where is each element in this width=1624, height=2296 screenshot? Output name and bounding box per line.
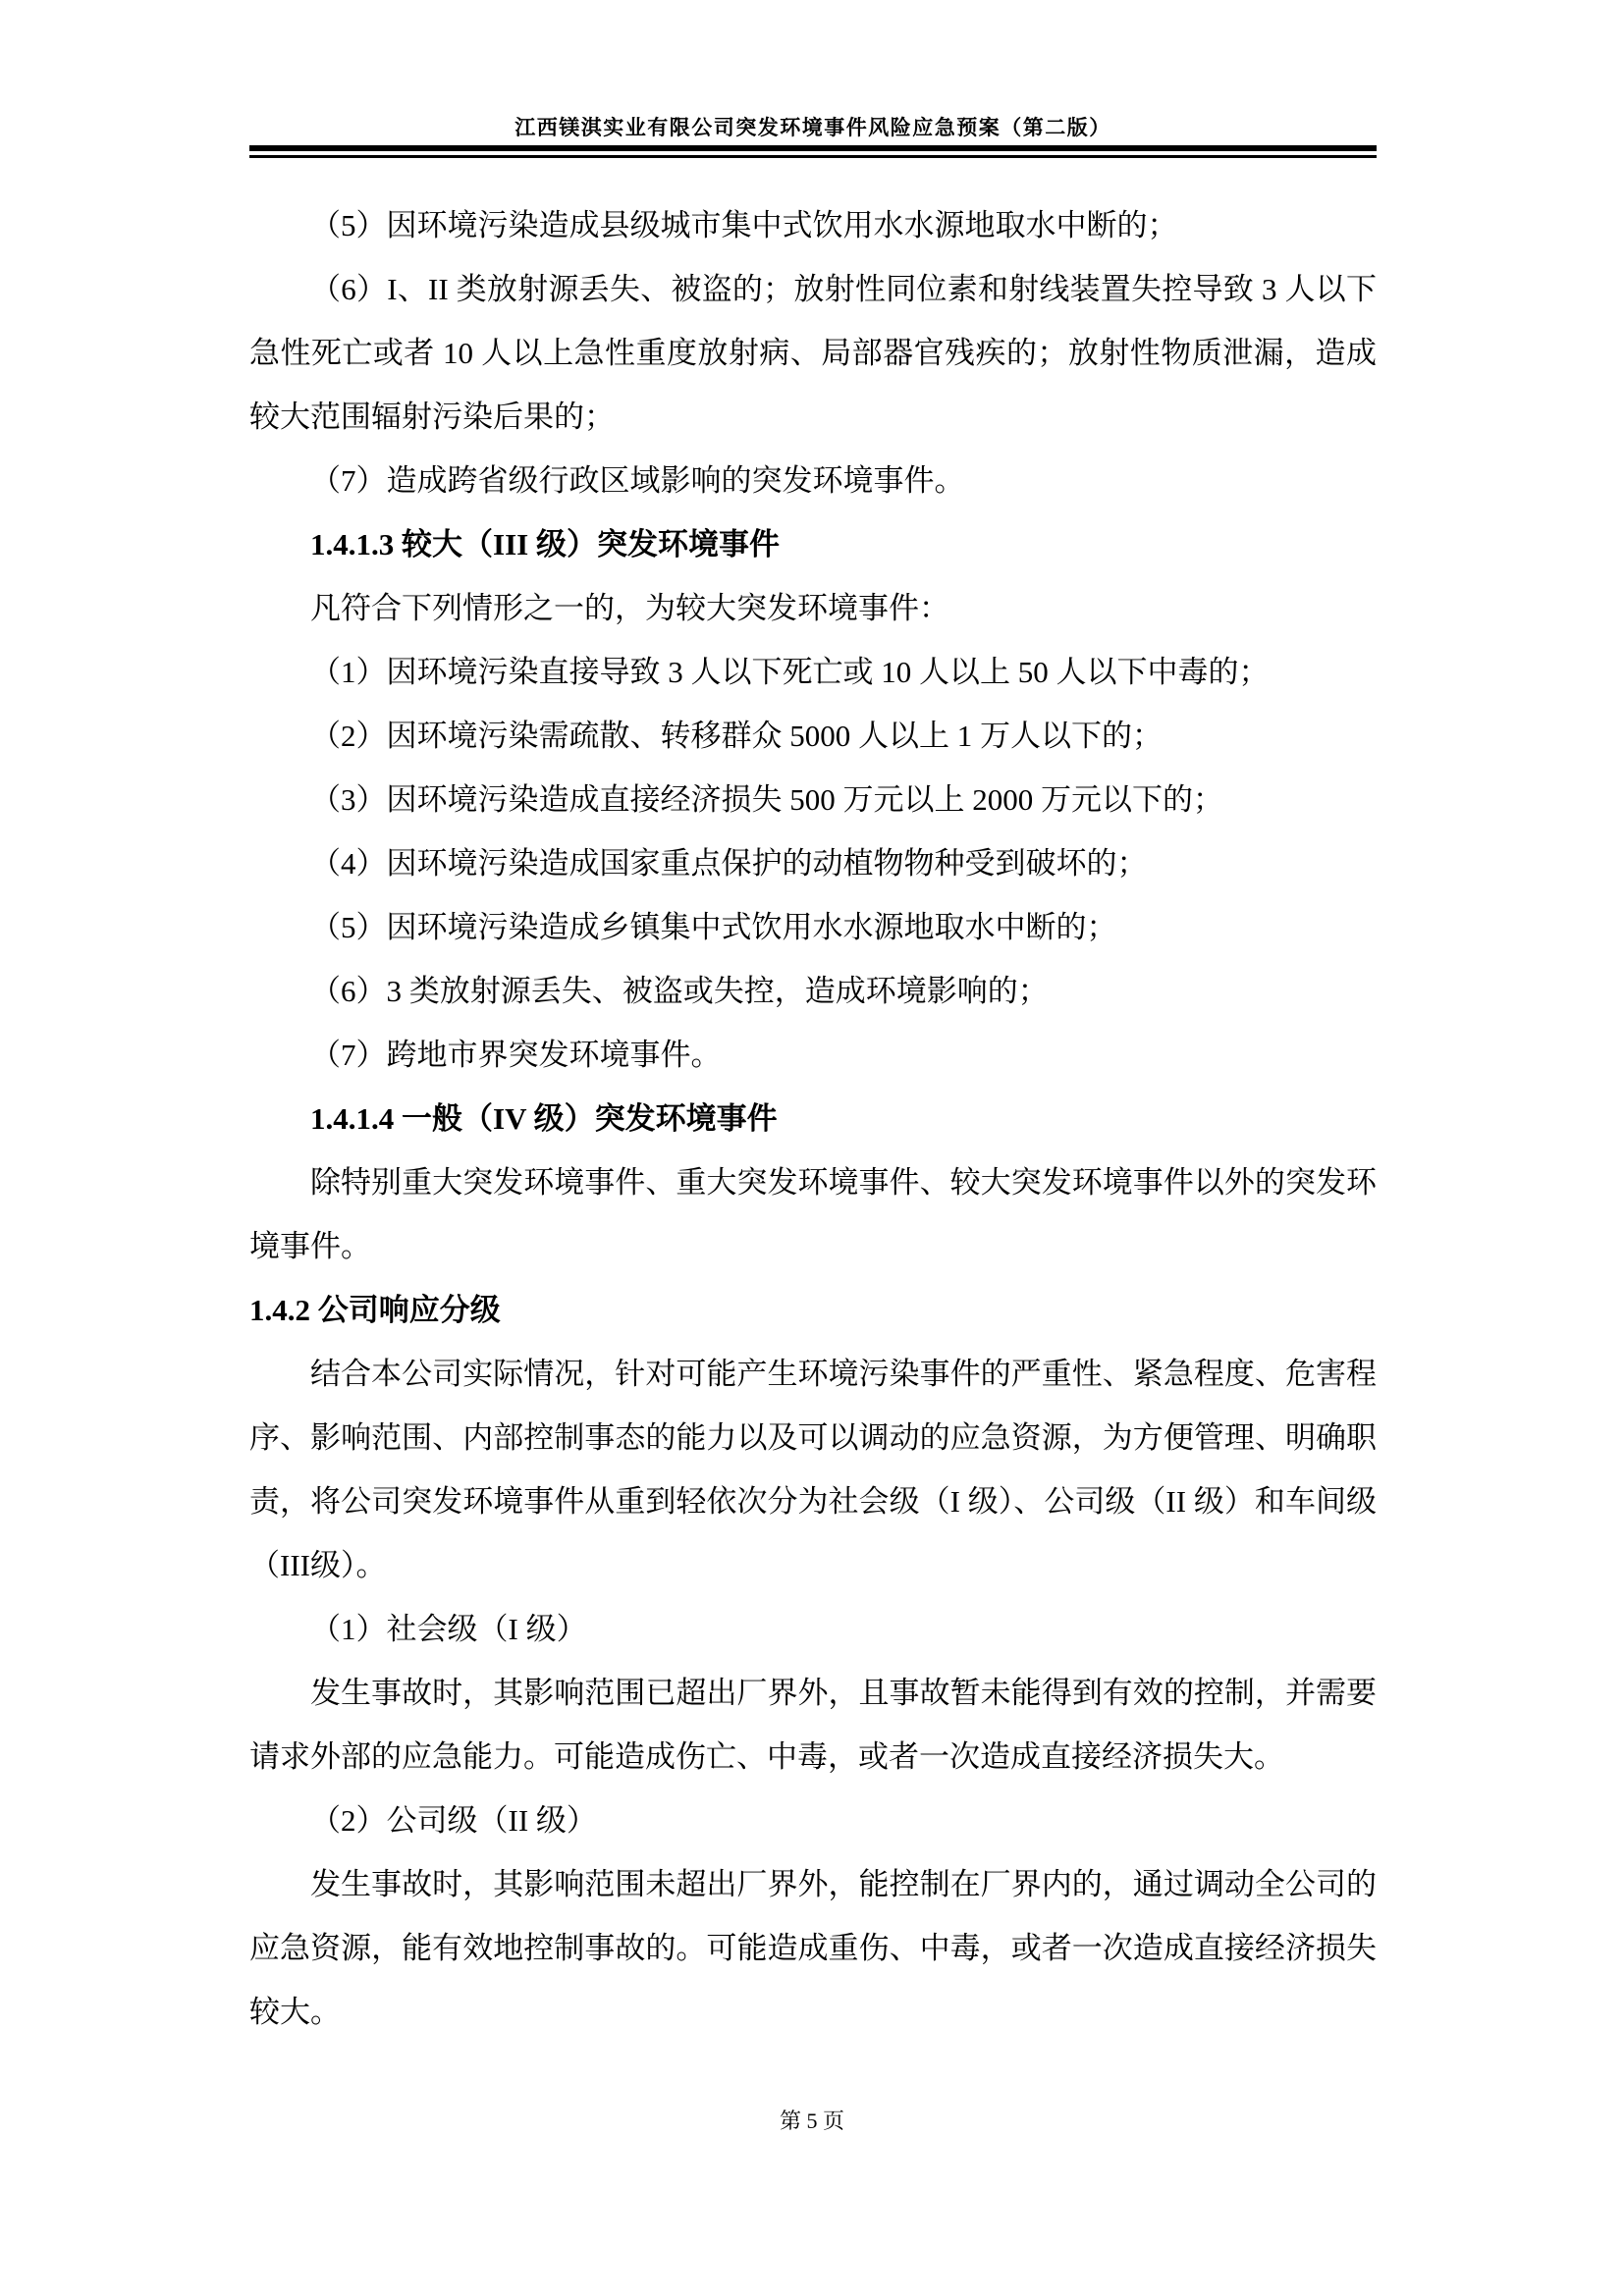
- list-item-1-deaths-poisoning: （1）因环境污染直接导致 3 人以下死亡或 10 人以上 50 人以下中毒的；: [310, 655, 1270, 689]
- paragraph-level3-intro: 凡符合下列情形之一的，为较大突发环境事件：: [310, 591, 949, 625]
- list-item-5-county-water: （5）因环境污染造成县级城市集中式饮用水水源地取水中断的；: [310, 208, 1178, 242]
- list-item-7-cross-city: （7）跨地市界突发环境事件。: [310, 1038, 722, 1072]
- list-item-2-company-level: （2）公司级（II 级）: [310, 1803, 597, 1838]
- document-body: [249, 193, 1377, 2044]
- paragraph-social-level-desc: 发生事故时，其影响范围已超出厂界外，且事故暂未能得到有效的控制，并需要请求外部的应急能力。可能造成伤亡、中毒，或者一次造成直接经济损失大。: [249, 1676, 1377, 1774]
- header-divider-rule: [249, 145, 1377, 158]
- list-item-6-radiation-source: （6）I、II 类放射源丢失、被盗的；放射性同位素和射线装置失控导致 3 人以下急性死亡或者 10 人以上急性重度放射病、局部器官残疾的；放射性物质泄漏，造成较大范围辐射污染后果的；: [249, 272, 1377, 434]
- list-item-7-cross-province: （7）造成跨省级行政区域影响的突发环境事件。: [310, 463, 965, 498]
- page-header-title: 江西镁淇实业有限公司突发环境事件风险应急预案（第二版）: [514, 116, 1111, 139]
- paragraph-company-level-desc: 发生事故时，其影响范围未超出厂界外，能控制在厂界内的，通过调动全公司的应急资源，能有效地控制事故的。可能造成重伤、中毒，或者一次造成直接经济损失较大。: [249, 1867, 1377, 2029]
- section-heading-1-4-1-3: 1.4.1.3 较大（III 级）突发环境事件: [310, 527, 780, 561]
- list-item-3-economic-loss: （3）因环境污染造成直接经济损失 500 万元以上 2000 万元以下的；: [310, 782, 1223, 817]
- list-item-2-evacuation: （2）因环境污染需疏散、转移群众 5000 人以上 1 万人以下的；: [310, 719, 1163, 753]
- section-heading-1-4-1-4: 1.4.1.4 一般（IV 级）突发环境事件: [310, 1101, 778, 1136]
- list-item-5-town-water: （5）因环境污染造成乡镇集中式饮用水水源地取水中断的；: [310, 910, 1117, 944]
- list-item-1-social-level: （1）社会级（I 级）: [310, 1612, 587, 1646]
- list-item-4-protected-species: （4）因环境污染造成国家重点保护的动植物物种受到破坏的；: [310, 846, 1148, 881]
- page-number-footer: 第 5 页: [779, 2109, 844, 2133]
- paragraph-company-grading: 结合本公司实际情况，针对可能产生环境污染事件的严重性、紧急程度、危害程序、影响范围、内部控制事态的能力以及可以调动的应急资源，为方便管理、明确职责，将公司突发环境事件从重到轻依次分为社会级（I 级）、公司级（II 级）和车间级（III级）。: [249, 1357, 1377, 1582]
- section-heading-1-4-2: 1.4.2 公司响应分级: [249, 1293, 501, 1327]
- list-item-6-class3-source: （6）3 类放射源丢失、被盗或失控，造成环境影响的；: [310, 974, 1049, 1008]
- paragraph-level4-definition: 除特别重大突发环境事件、重大突发环境事件、较大突发环境事件以外的突发环境事件。: [249, 1165, 1377, 1263]
